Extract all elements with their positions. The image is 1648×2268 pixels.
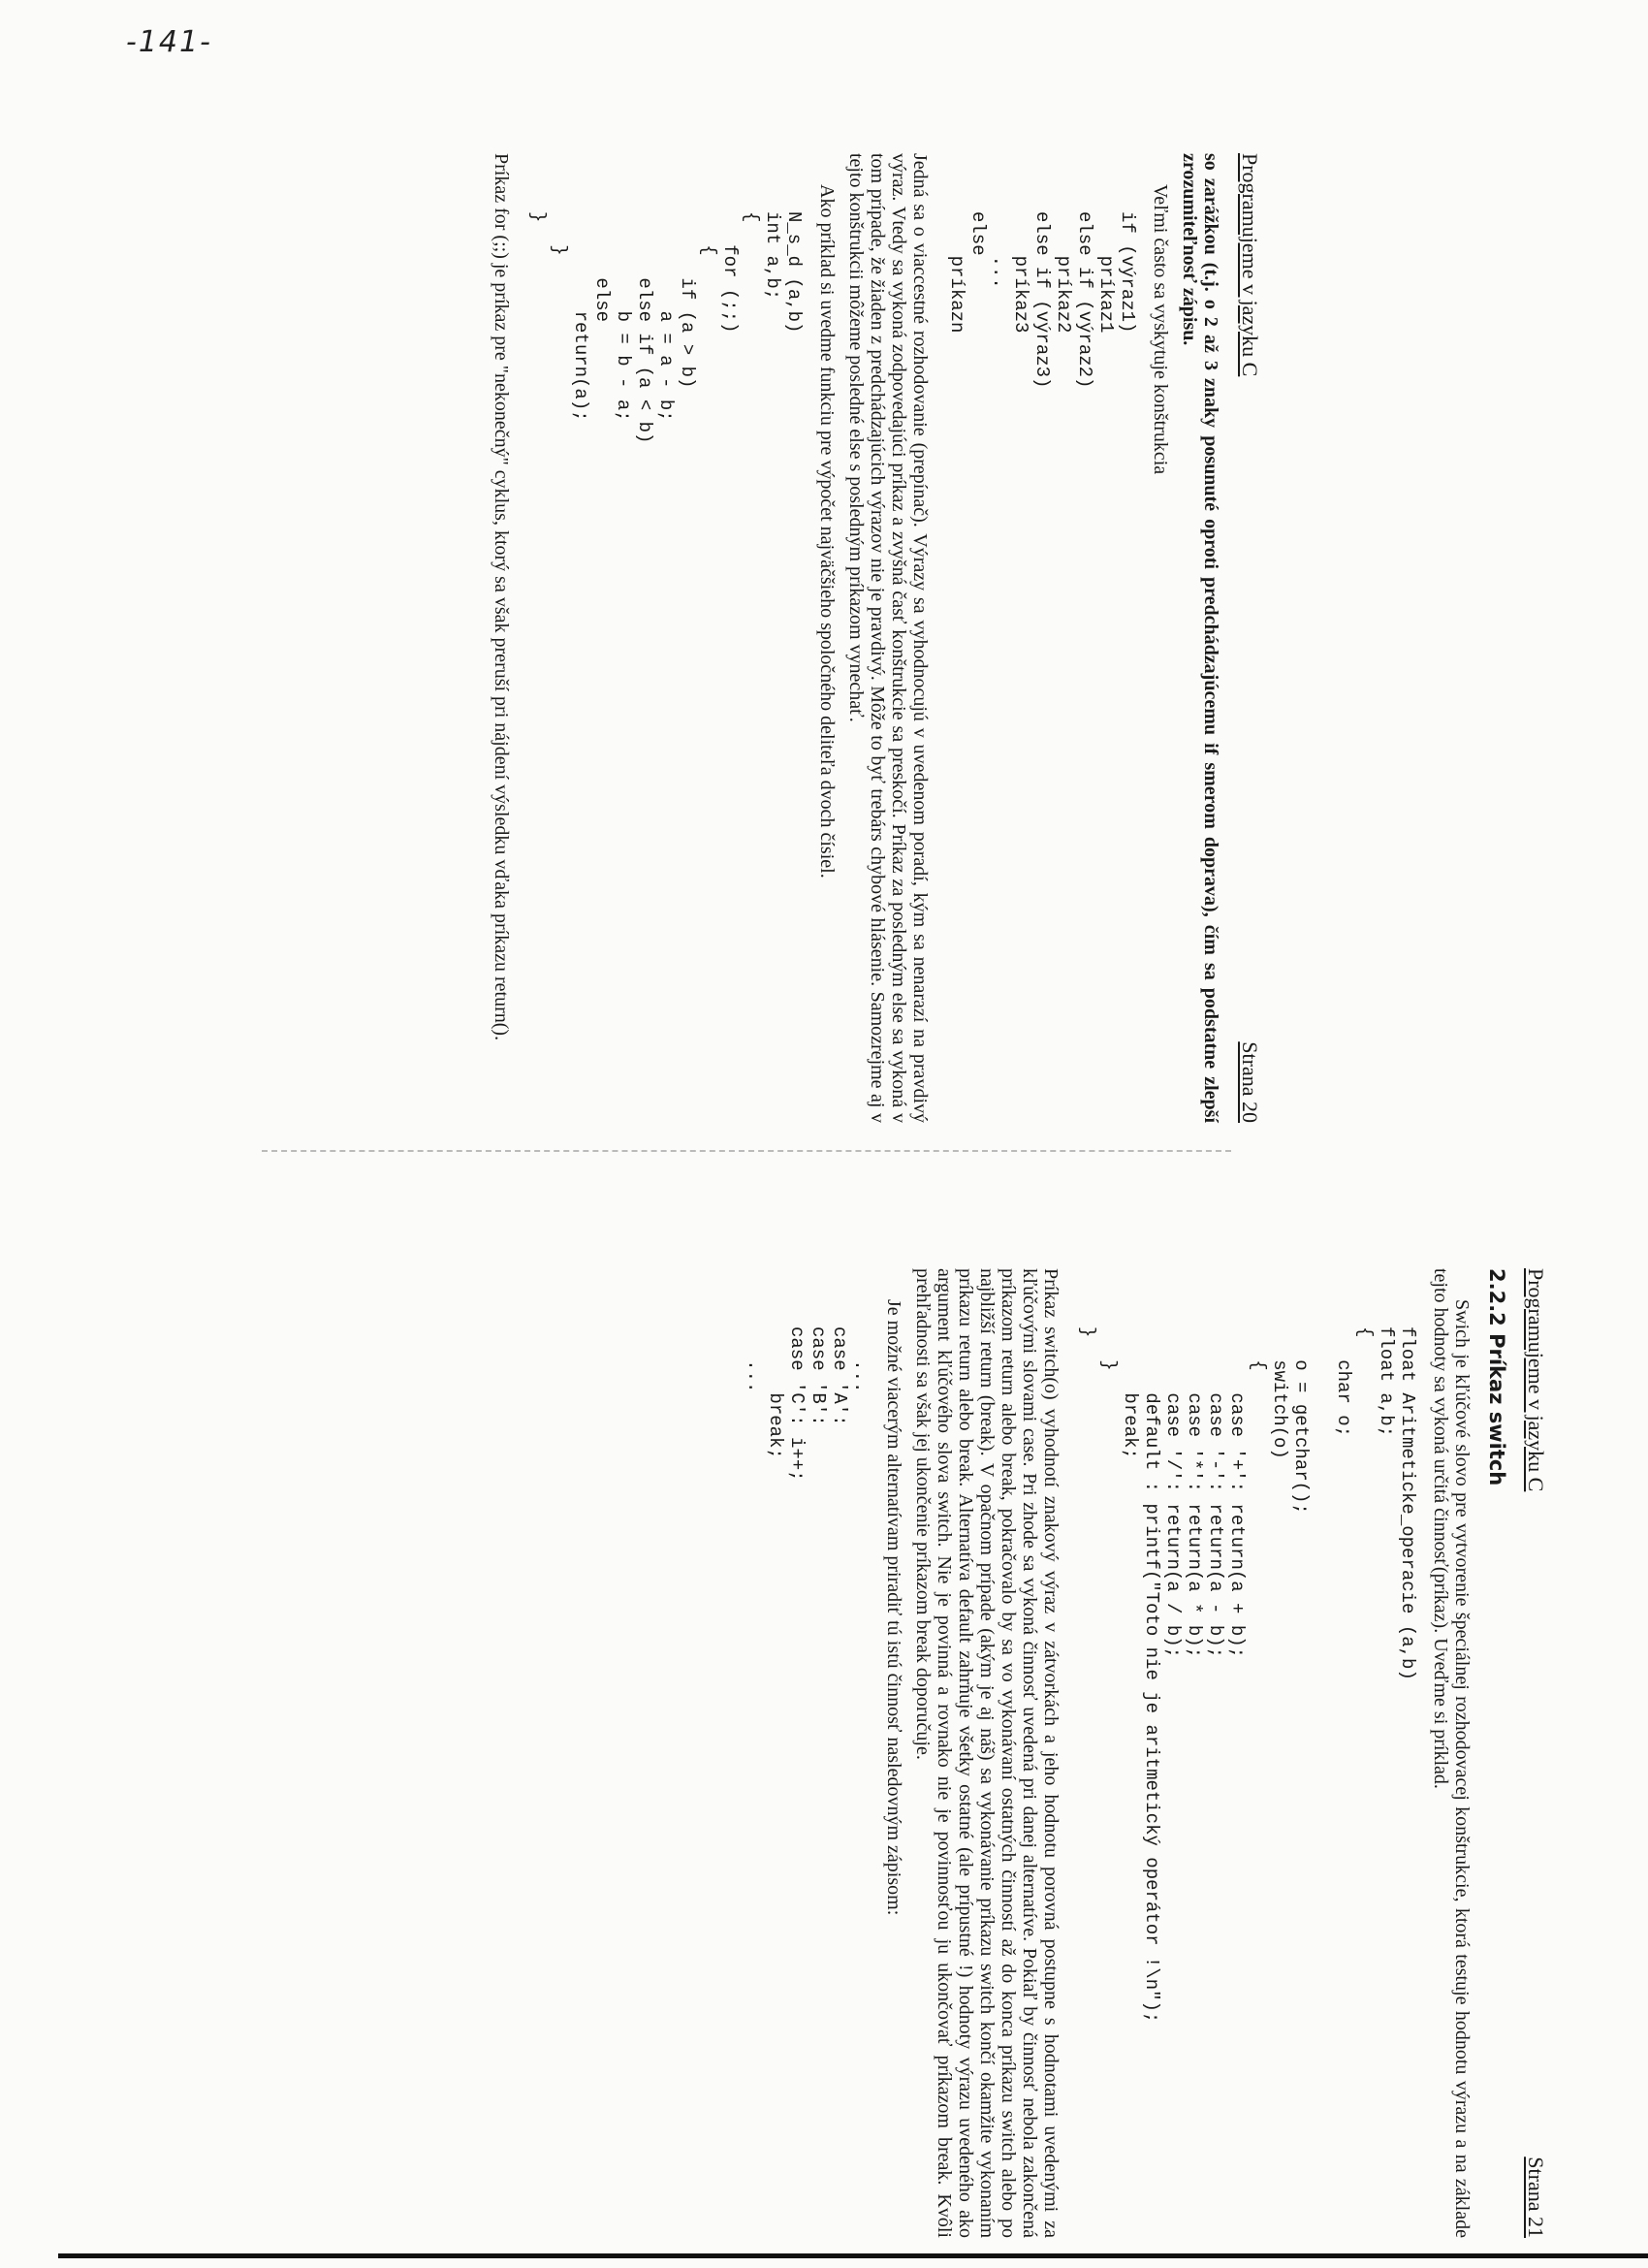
page-header [1525,1268,1546,2238]
code-block: N_s_d (a,b) int a,b; { for (;;) { if (a > b) a = a - b; else if (a < b) b = b - a; else return(a); } } [527,211,805,444]
header-page-number: Strana 20 [1238,1041,1262,1123]
paragraph: Ako príklad si uvedme funkciu pre výpočet najväčšieho spoločného deliteľa dvoch čísiel. [816,184,838,878]
section-title: 2.2.2 Príkaz switch [1485,1268,1508,1486]
page-fold-divider [262,1150,1231,1152]
left-page [491,153,1262,1123]
paragraph: Príkaz for (;;) je príkaz pre "nekonečný" cyklus, ktorý sa však preruší pri nájdení výsledku vďaka príkazu return(). [491,153,512,1041]
header-page-number: Strana 21 [1524,2156,1548,2238]
right-page [744,1268,1548,2238]
header-title: Programujeme v jazyku C [1238,153,1262,377]
paragraph: Príkaz switch(o) vyhodnotí znakový výraz v zátvorkách a jeho hodnotu porovná postupne s hodnotami uvedenými za kľúčovými slovami case. Pri zhode sa vykoná činnosť uvedená pri danej alternatíve. Pokiaľ by činnosť nebola zakončená príkazom return alebo break, pokračovalo by sa vo vykonávaní ostatných činností až do konca príkazu switch alebo po najbližší return (break). V opačnom prípade (akým je aj náš) sa vykonávanie príkazu switch končí okamžite vykonaním príkazu return alebo break. Alternatíva default zahrňuje všetky ostatné (ale prípustné !) hodnoty výrazu uvedeného ako argument kľúčového slova switch. Nie je povinná a rovnako nie je povinnosťou ju ukončovať príkazom break. Kvôli prehľadnosti sa však jej ukončenie príkazom break doporučuje. [912,1268,1062,2238]
paragraph: Jedná sa o viaccestné rozhodovanie (prepínač). Výrazy sa vyhodnocujú v uvedenom poradí, kým sa nenarazí na pravdivý výraz. Vtedy sa vykoná zodpovedajúci príkaz a zvyšná časť konštrukcie sa preskočí. Príkaz za posledným else sa vykoná v tom prípade, že žiaden z predchádzajúcich výrazov nie je pravdivý. Môže to byť trebárs chybové hlásenie. Samozrejme aj v tejto konštrukcii môžeme posledné else s posledným príkazom vynechať. [845,153,931,1123]
bottom-rule [58,2253,1648,2258]
paragraph: so zarážkou (t.j. o 2 až 3 znaky posunuté oproti predchádzajúcemu if smerom doprava), čím sa podstatne zlepší zrozumiteľnosť zápisu. [1179,153,1221,1123]
header-title: Programujeme v jazyku C [1524,1268,1548,1492]
paragraph: Swich je kľúčové slovo pre vytvorenie špeciálnej rozhodovacej konštrukcie, ktorá testuje hodnotu výrazu a na základe tejto hodnoty sa vykoná určitá činnosť(príkaz). Uveďme si príklad. [1430,1268,1473,2238]
page-header [1239,153,1260,1123]
code-block: float Aritmeticke_operacie (a,b) float a,b; { char o; o = getchar(); switch(o) { case '+': return(a + b); case '-': return(a - b); case '*': return(a * b); case '/': return(a / b); default : printf("Toto nie je aritmetický operátor !\n"); break; } } [1077,1326,1418,2024]
paragraph: Veľmi často sa vyskytuje konštrukcia [1150,184,1171,475]
handwritten-page-number: -141- [126,25,212,59]
code-block: if (výraz1) príkaz1 else if (výraz2) príkaz2 else if (výraz3) príkaz3 ... else príkazn [946,211,1138,389]
paragraph: Je možné viacerým alternatívam priradiť tú istú činnosť nasledovným zápisom: [883,1299,904,1916]
code-block: ... case 'A': case 'B': case 'C': i++; break; ... [744,1326,872,1482]
